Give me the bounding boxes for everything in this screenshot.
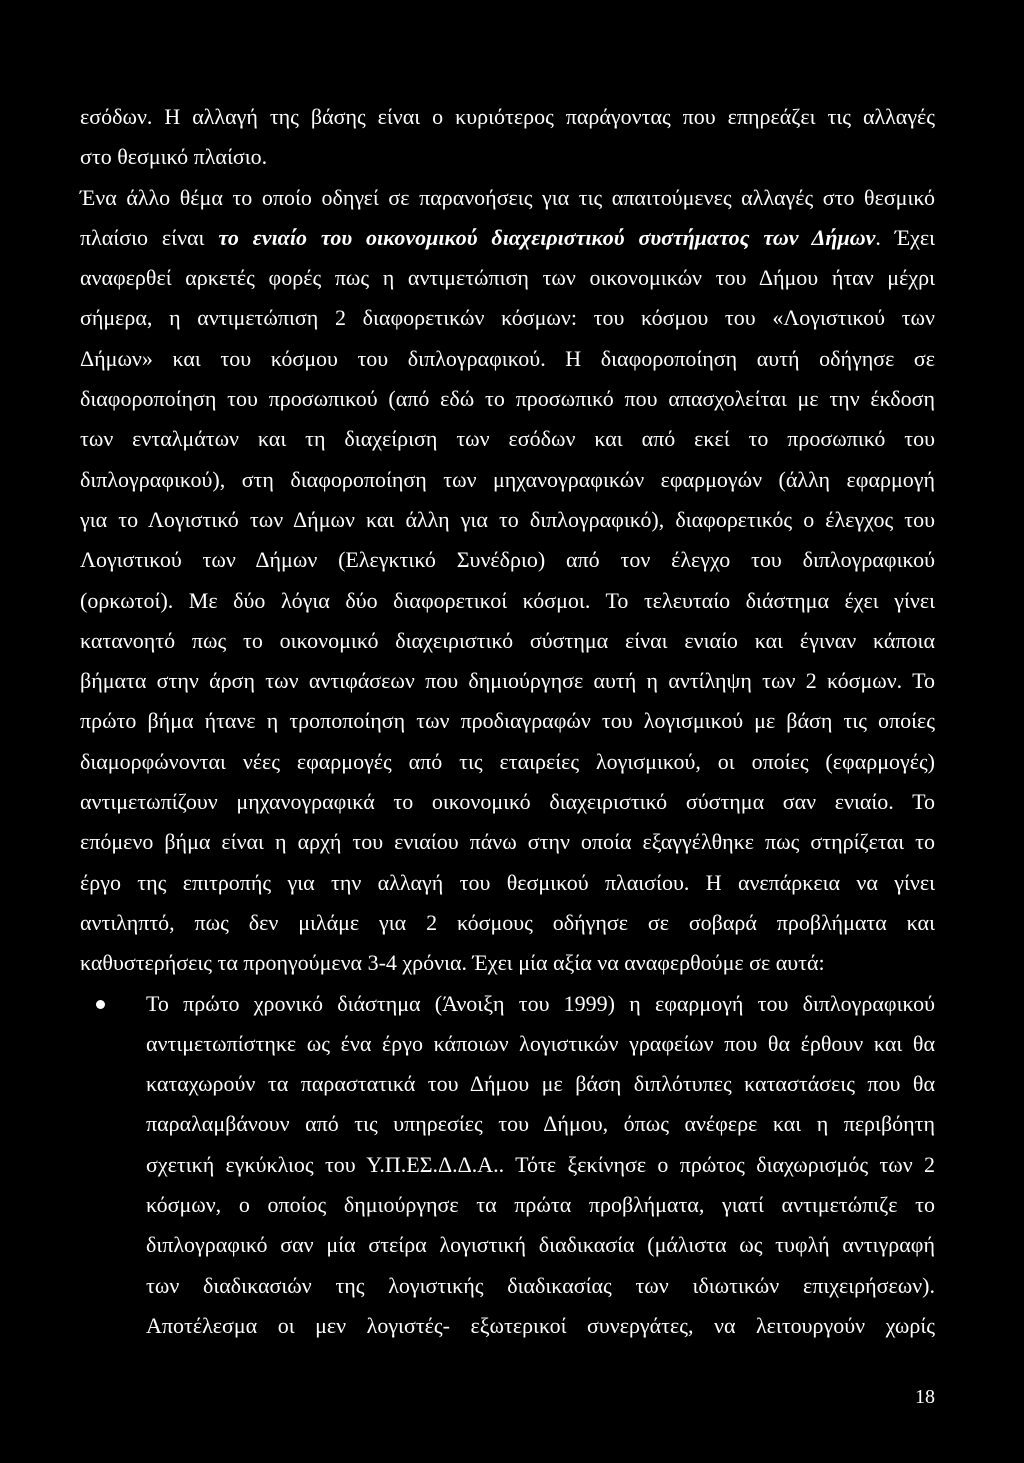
text-line: για το Λογιστικό των Δήμων και άλλη για το διπλογραφικό), διαφορετικός ο έλεγχος του: [80, 506, 935, 532]
bullet-list: [80, 984, 935, 1347]
text-line: σχετική εγκύκλιος του Υ.Π.ΕΣ.Δ.Δ.Α.. Τότε ξεκίνησε ο πρώτος διαχωρισμός των 2: [146, 1151, 935, 1177]
emphasized-phrase: το ενιαίο του οικονομικού διαχειριστικού συστήματος των Δήμων: [218, 224, 876, 250]
body-text: [80, 97, 935, 1346]
text-line: έργο της επιτροπής για την αλλαγή του θεσμικού πλαισίου. Η ανεπάρκεια να γίνει: [80, 869, 935, 895]
text-line: Δήμων» και του κόσμου του διπλογραφικού. Η διαφοροποίηση αυτή οδήγησε σε: [80, 345, 935, 371]
text-line: εσόδων. Η αλλαγή της βάσης είναι ο κυριότερος παράγοντας που επηρεάζει τις αλλαγές: [80, 104, 935, 129]
text-line: των ενταλμάτων και τη διαχείριση των εσόδων και από εκεί το προσωπικό του: [80, 426, 935, 452]
text-line: Ένα άλλο θέμα το οποίο οδηγεί σε παρανοήσεις για τις απαιτούμενες αλλαγές στο θεσμικό: [80, 184, 935, 210]
paragraph-2: [80, 178, 935, 984]
text-line: πρώτο βήμα ήτανε η τροποποίηση των προδιαγραφών του λογισμικού με βάση τις οποίες: [80, 708, 935, 734]
text-line: [80, 218, 935, 258]
text-line: αναφερθεί αρκετές φορές πως η αντιμετώπιση των οικονομικών του Δήμου ήταν μέχρι: [80, 265, 935, 291]
page-number: 18: [915, 1386, 935, 1408]
text-line: αντιληπτό, πως δεν μιλάμε για 2 κόσμους οδήγησε σε σοβαρά προβλήματα και: [80, 909, 935, 935]
text-line: διπλογραφικό σαν μία στείρα λογιστική διαδικασία (μάλιστα ως τυφλή αντιγραφή: [146, 1232, 935, 1258]
text-line: παραλαμβάνουν από τις υπηρεσίες του Δήμου, όπως ανέφερε και η περιβόητη: [146, 1111, 935, 1137]
text-line: σήμερα, η αντιμετώπιση 2 διαφορετικών κόσμων: του κόσμου του «Λογιστικού των: [80, 305, 935, 331]
text-line: βήματα στην άρση των αντιφάσεων που δημιούργησε αυτή η αντίληψη των 2 κόσμων. Το: [80, 668, 935, 694]
text-line: Το πρώτο χρονικό διάστημα (Άνοιξη του 1999) η εφαρμογή του διπλογραφικού: [146, 990, 935, 1016]
text-line: καθυστερήσεις τα προηγούμενα 3-4 χρόνια. Έχει μία αξία να αναφερθούμε σε αυτά:: [80, 950, 825, 976]
text-segment: πλαίσιο είναι: [80, 224, 219, 250]
text-line: καταχωρούν τα παραστατικά του Δήμου με βάση διπλότυπες καταστάσεις που θα: [146, 1071, 935, 1097]
text-line: διαμορφώνονται νέες εφαρμογές από τις εταιρείες λογισμικού, οι οποίες (εφαρμογές): [80, 748, 935, 774]
text-line: αντιμετωπίστηκε ως ένα έργο κάποιων λογιστικών γραφείων που θα έρθουν και θα: [146, 1030, 935, 1056]
paragraph-1: [80, 97, 935, 178]
text-line: Αποτέλεσμα οι μεν λογιστές- εξωτερικοί συνεργάτες, να λειτουργούν χωρίς: [146, 1312, 935, 1338]
list-item: [146, 984, 935, 1347]
text-line: Λογιστικού των Δήμων (Ελεγκτικό Συνέδριο) από τον έλεγχο του διπλογραφικού: [80, 547, 935, 573]
text-line: κόσμων, ο οποίος δημιούργησε τα πρώτα προβλήματα, γιατί αντιμετώπιζε το: [146, 1192, 935, 1218]
text-line: διαφοροποίηση του προσωπικού (από εδώ το προσωπικό που απασχολείται με την έκδοση: [80, 386, 935, 412]
text-line: (ορκωτοί). Με δύο λόγια δύο διαφορετικοί κόσμοι. Το τελευταίο διάστημα έχει γίνει: [80, 587, 935, 613]
text-line: κατανοητό πως το οικονομικό διαχειριστικό σύστημα είναι ενιαίο και έγιναν κάποια: [80, 627, 935, 653]
text-line: αντιμετωπίζουν μηχανογραφικά το οικονομικό διαχειριστικό σύστημα σαν ενιαίο. Το: [80, 789, 935, 815]
text-line: επόμενο βήμα είναι η αρχή του ενιαίου πάνω στην οποία εξαγγέλθηκε πως στηρίζεται το: [80, 829, 935, 855]
text-line: στο θεσμικό πλαίσιο.: [80, 144, 268, 170]
text-segment: . Έχει: [875, 224, 935, 250]
text-line: διπλογραφικού), στη διαφοροποίηση των μηχανογραφικών εφαρμογών (άλλη εφαρμογή: [80, 466, 935, 492]
text-line: των διαδικασιών της λογιστικής διαδικασίας των ιδιωτικών επιχειρήσεων).: [146, 1272, 935, 1298]
bullet-icon: [96, 1000, 105, 1009]
